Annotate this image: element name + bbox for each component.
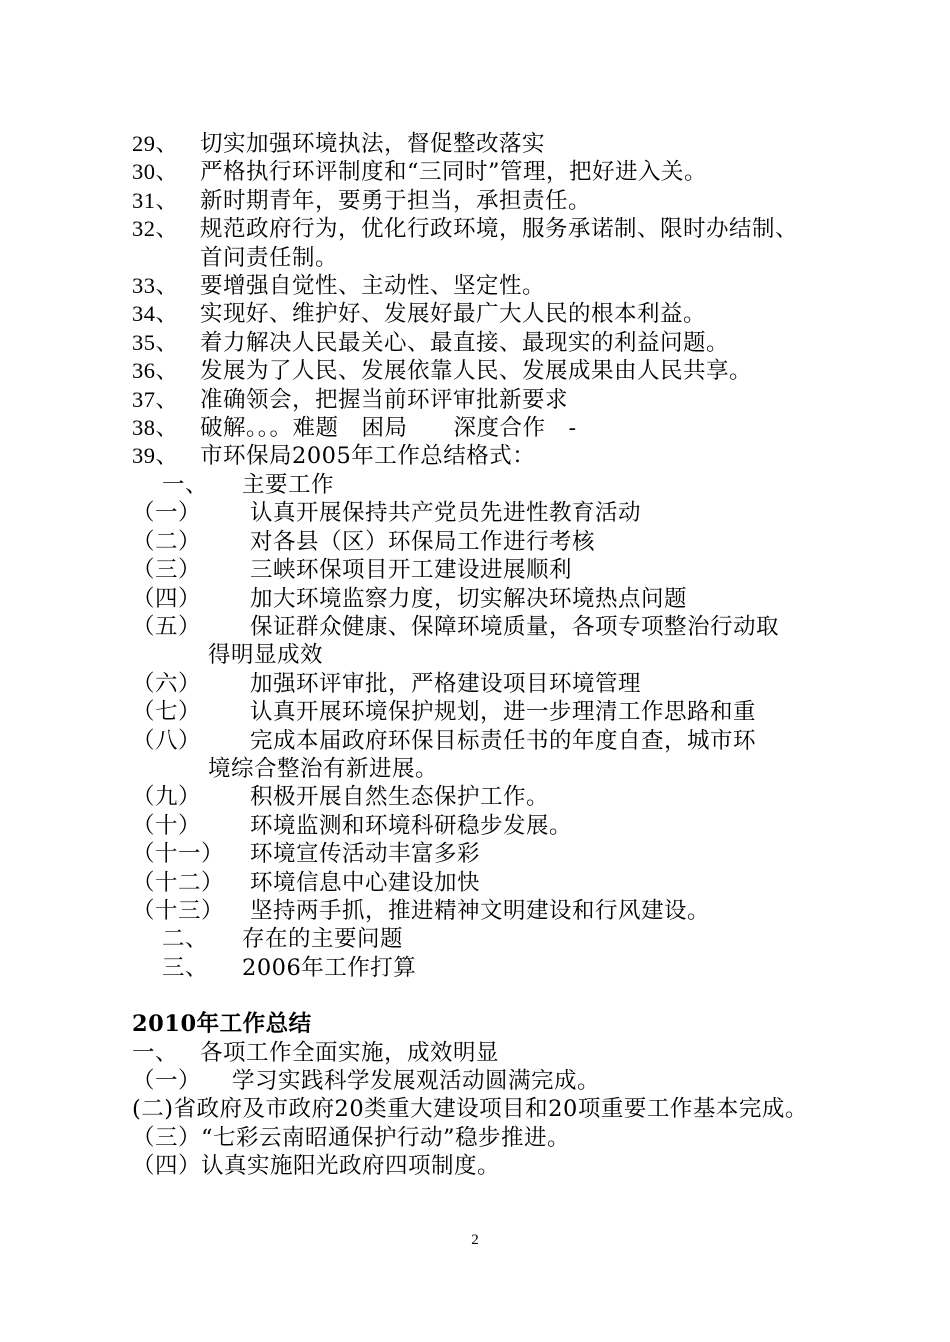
outline-item-text: 环境宣传活动丰富多彩 (250, 841, 481, 868)
outline-item-number: （二） (132, 528, 202, 555)
item-text: 切实加强环境执法，督促整改落实 (200, 131, 546, 157)
summary-item: (二)省政府及市政府20类重大建设项目和20项重要工作基本完成。 (132, 1096, 808, 1123)
item-number: 34、 (132, 301, 179, 327)
page-number: 2 (471, 1232, 479, 1248)
outline-item (132, 499, 832, 527)
outline-item-number: （十三） (132, 897, 225, 924)
list-item (132, 158, 832, 186)
item-text: 新时期青年，要勇于担当，承担责任。 (200, 187, 592, 214)
outline-item-number: （十一） (132, 841, 225, 868)
item-number: 32、 (132, 216, 179, 242)
outline-item-text: 加大环境监察力度，切实解决环境热点问题 (250, 585, 688, 612)
item-number: 33、 (132, 273, 179, 299)
item-number: 36、 (132, 358, 179, 384)
summary-item: （四）认真实施阳光政府四项制度。 (132, 1153, 501, 1180)
item-text: 要增强自觉性、主动性、坚定性。 (200, 273, 546, 300)
outline-item (132, 670, 832, 698)
outline-item-text: 积极开展自然生态保护工作。 (250, 784, 550, 811)
section-text: 存在的主要问题 (242, 926, 404, 953)
outline-item-number: （五） (132, 613, 202, 640)
list-item (132, 414, 832, 442)
list-item (132, 187, 832, 215)
outline-section-heading (132, 471, 832, 499)
outline-item-number: （七） (132, 699, 202, 726)
outline-item-continuation: 得明显成效 (208, 642, 324, 669)
item-number: 30、 (132, 159, 179, 185)
outline-item (132, 869, 832, 897)
item-number: 38、 (132, 415, 179, 441)
list-item (132, 386, 832, 414)
outline-item-number: （八） (132, 727, 202, 754)
summary-item (132, 1067, 832, 1095)
section-text: 2006年工作打算 (242, 954, 417, 981)
section-number: 一、 (132, 1039, 179, 1066)
item-number: 31、 (132, 187, 179, 213)
section-number: 一、 (162, 471, 209, 498)
summary-item-text: 学习实践科学发展观活动圆满完成。 (232, 1068, 601, 1094)
item-text: 市环保局2005年工作总结格式： (200, 443, 536, 470)
document-body (132, 130, 832, 1181)
outline-item-text: 认真开展环境保护规划，进一步理清工作思路和重 (250, 699, 757, 726)
item-number: 29、 (132, 131, 179, 156)
outline-item-number: （十） (132, 812, 202, 839)
item-text: 发展为了人民、发展依靠人民、发展成果由人民共享。 (200, 358, 753, 385)
list-item (132, 272, 832, 300)
outline-section-heading (132, 954, 832, 982)
item-text: 准确领会，把握当前环评审批新要求 (200, 386, 569, 413)
item-number: 39、 (132, 443, 179, 469)
item-number: 35、 (132, 329, 179, 355)
summary-title: 2010年工作总结 (132, 1011, 312, 1038)
list-item (132, 357, 832, 385)
item-text: 严格执行环评制度和“三同时”管理，把好进入关。 (200, 159, 708, 186)
outline-item (132, 897, 832, 925)
outline-item-text: 三峡环保项目开工建设进展顺利 (250, 557, 573, 584)
paragraph-gap (132, 982, 832, 1010)
list-item (132, 329, 832, 357)
outline-item (132, 812, 832, 840)
item-text: 着力解决人民最关心、最直接、最现实的利益问题。 (200, 329, 730, 356)
item-number: 37、 (132, 386, 179, 412)
outline-item-text: 对各县（区）环保局工作进行考核 (250, 528, 596, 555)
outline-item-number: （十二） (132, 869, 225, 896)
outline-item-number: （四） (132, 585, 202, 612)
outline-item-number: （三） (132, 557, 202, 584)
summary-section-heading (132, 1039, 832, 1067)
outline-item-text: 保证群众健康、保障环境质量，各项专项整治行动取 (250, 613, 780, 640)
summary-item: （三）“七彩云南昭通保护行动”稳步推进。 (132, 1124, 571, 1151)
summary-item-number: （一） (132, 1068, 202, 1094)
outline-item (132, 585, 832, 613)
outline-item (132, 727, 832, 755)
outline-item-text: 坚持两手抓，推进精神文明建设和行风建设。 (250, 897, 711, 924)
outline-item-continuation: 境综合整治有新进展。 (208, 755, 439, 782)
outline-item-text: 认真开展保持共产党员先进性教育活动 (250, 500, 642, 527)
list-item (132, 215, 832, 272)
outline-item (132, 556, 832, 584)
outline-item (132, 698, 832, 726)
outline-item-text: 环境监测和环境科研稳步发展。 (250, 812, 573, 839)
outline-item (132, 613, 832, 641)
outline-item (132, 528, 832, 556)
list-item (132, 300, 832, 328)
outline-item-text: 环境信息中心建设加快 (250, 869, 481, 896)
list-item (132, 130, 832, 158)
outline-item-text: 完成本届政府环保目标责任书的年度自查，城市环 (250, 727, 757, 754)
item-text: 破解。。。难题 困局 深度合作 - (200, 415, 577, 442)
section-text: 各项工作全面实施，成效明显 (200, 1039, 500, 1066)
outline-item-number: （六） (132, 670, 202, 697)
outline-item (132, 840, 832, 868)
section-text: 主要工作 (242, 471, 335, 498)
outline-section-heading (132, 925, 832, 953)
list-item (132, 442, 832, 470)
outline-item-number: （九） (132, 784, 202, 811)
outline-item (132, 783, 832, 811)
section-number: 三、 (162, 954, 209, 981)
item-text: 实现好、维护好、发展好最广大人民的根本利益。 (200, 301, 707, 328)
outline-item-text: 加强环评审批，严格建设项目环境管理 (250, 670, 642, 697)
item-text: 规范政府行为，优化行政环境，服务承诺制、限时办结制、首问责任制。 (200, 216, 799, 271)
outline-item-number: （一） (132, 500, 202, 527)
section-number: 二、 (162, 926, 209, 953)
